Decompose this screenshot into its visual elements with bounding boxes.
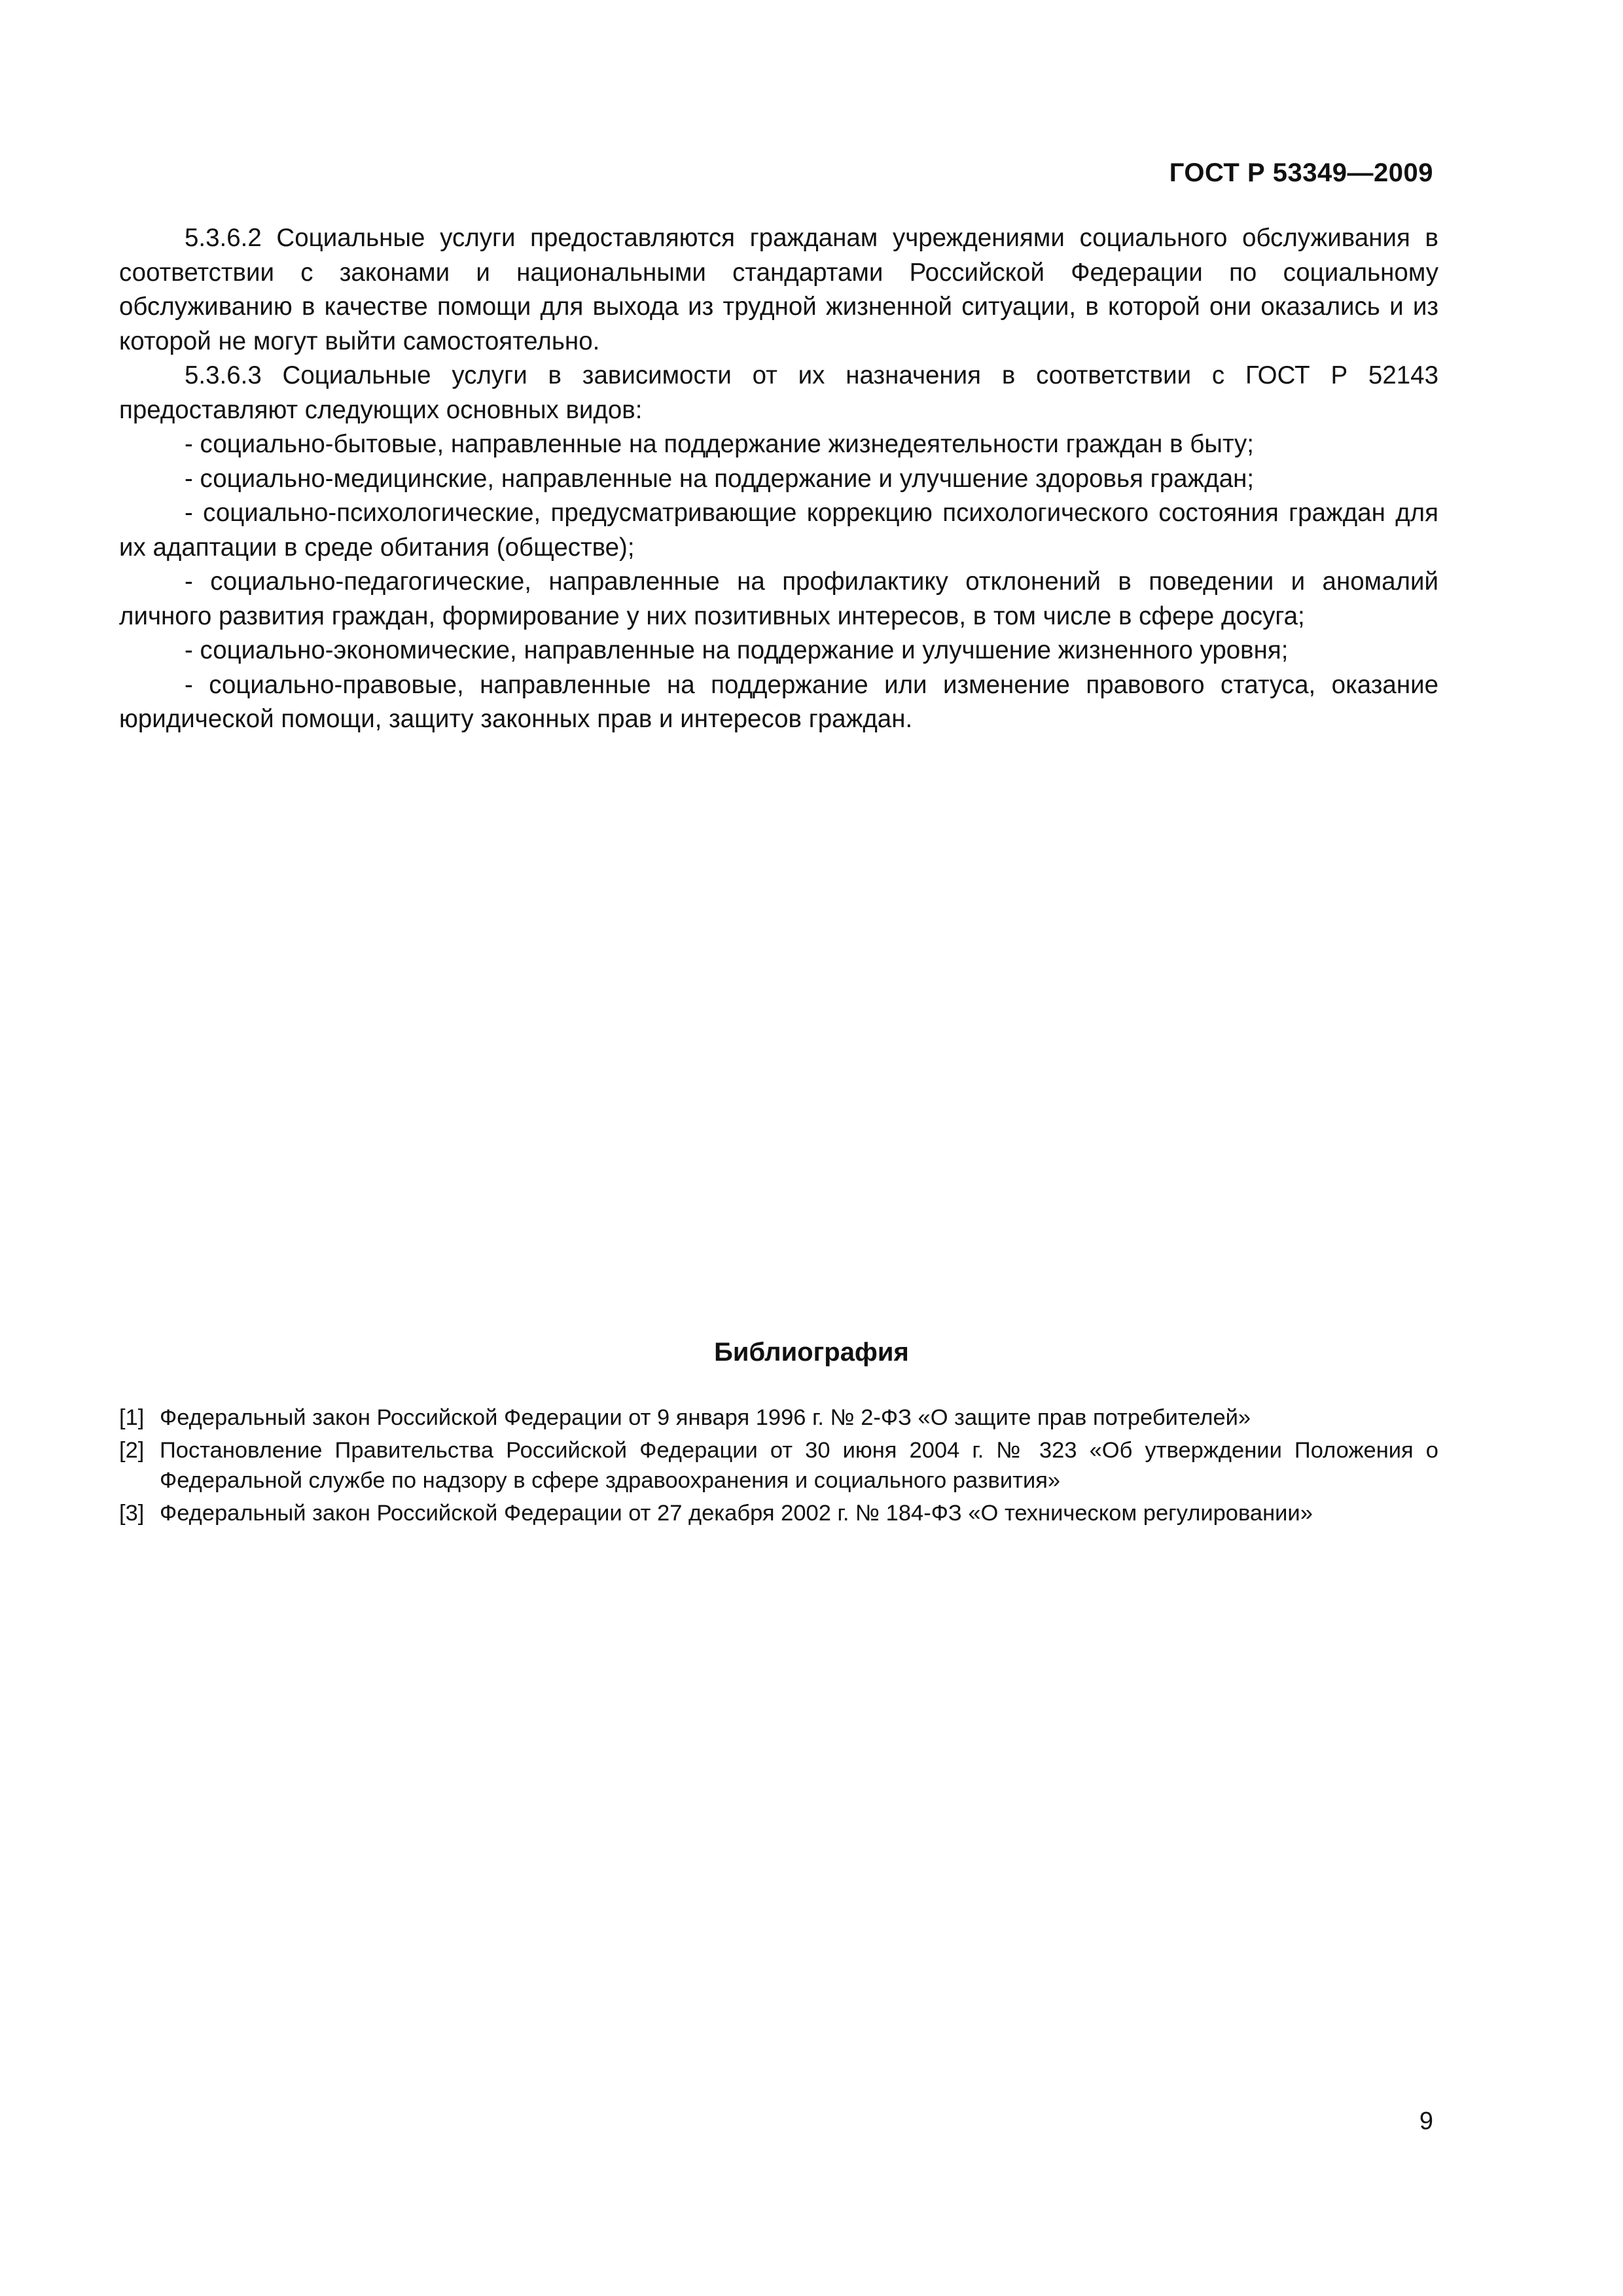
list-item: - социально-бытовые, направленные на поддержание жизнедеятельности граждан в быту;	[185, 430, 1254, 458]
bibliography-item	[119, 1403, 1438, 1433]
bibliography-number: [2]	[119, 1438, 145, 1463]
paragraph-5-3-6-2: 5.3.6.2 Социальные услуги предоставляются гражданам учреждениями социального обслуживания в соответствии с законами и национальными стандартами Российской Федерации по социальному обслуживанию в качестве помощи для выхода из трудной жизненной ситуации, в которой они оказались и из которой не могут выйти самостоятельно.	[119, 224, 1438, 355]
bibliography-item	[119, 1435, 1438, 1496]
bibliography-list	[119, 1403, 1438, 1531]
list-item: - социально-педагогические, направленные на профилактику отклонений в поведении и аномалий личного развития граждан, формирование у них позитивных интересов, в том числе в сфере досуга;	[119, 567, 1438, 630]
bibliography-text: Постановление Правительства Российской Федерации от 30 июня 2004 г. № 323 «Об утверждении Положения о Федеральной службе по надзору в сфере здравоохранения и социального развития»	[160, 1438, 1438, 1493]
bibliography-number: [3]	[119, 1501, 145, 1526]
bibliography-text: Федеральный закон Российской Федерации от 27 декабря 2002 г. № 184-ФЗ «О техническом регулировании»	[160, 1501, 1313, 1526]
list-item: - социально-психологические, предусматривающие коррекцию психологического состояния граждан для их адаптации в среде обитания (обществе);	[119, 499, 1438, 562]
bibliography-number: [1]	[119, 1405, 145, 1430]
list-item: - социально-экономические, направленные на поддержание и улучшение жизненного уровня;	[185, 636, 1289, 664]
page-number: 9	[1419, 2108, 1433, 2135]
bibliography-text: Федеральный закон Российской Федерации от 9 января 1996 г. № 2-ФЗ «О защите прав потребителей»	[160, 1405, 1251, 1430]
document-header: ГОСТ Р 53349—2009	[1169, 158, 1433, 187]
list-item: - социально-медицинские, направленные на поддержание и улучшение здоровья граждан;	[185, 464, 1255, 493]
bibliography-title: Библиография	[714, 1338, 909, 1367]
list-item: - социально-правовые, направленные на поддержание или изменение правового статуса, оказание юридической помощи, защиту законных прав и интересов граждан.	[119, 670, 1438, 733]
paragraph-5-3-6-3: 5.3.6.3 Социальные услуги в зависимости от их назначения в соответствии с ГОСТ Р 52143 предоставляют следующих основных видов:	[119, 361, 1438, 424]
body-text	[119, 221, 1438, 737]
bibliography-item	[119, 1498, 1438, 1528]
